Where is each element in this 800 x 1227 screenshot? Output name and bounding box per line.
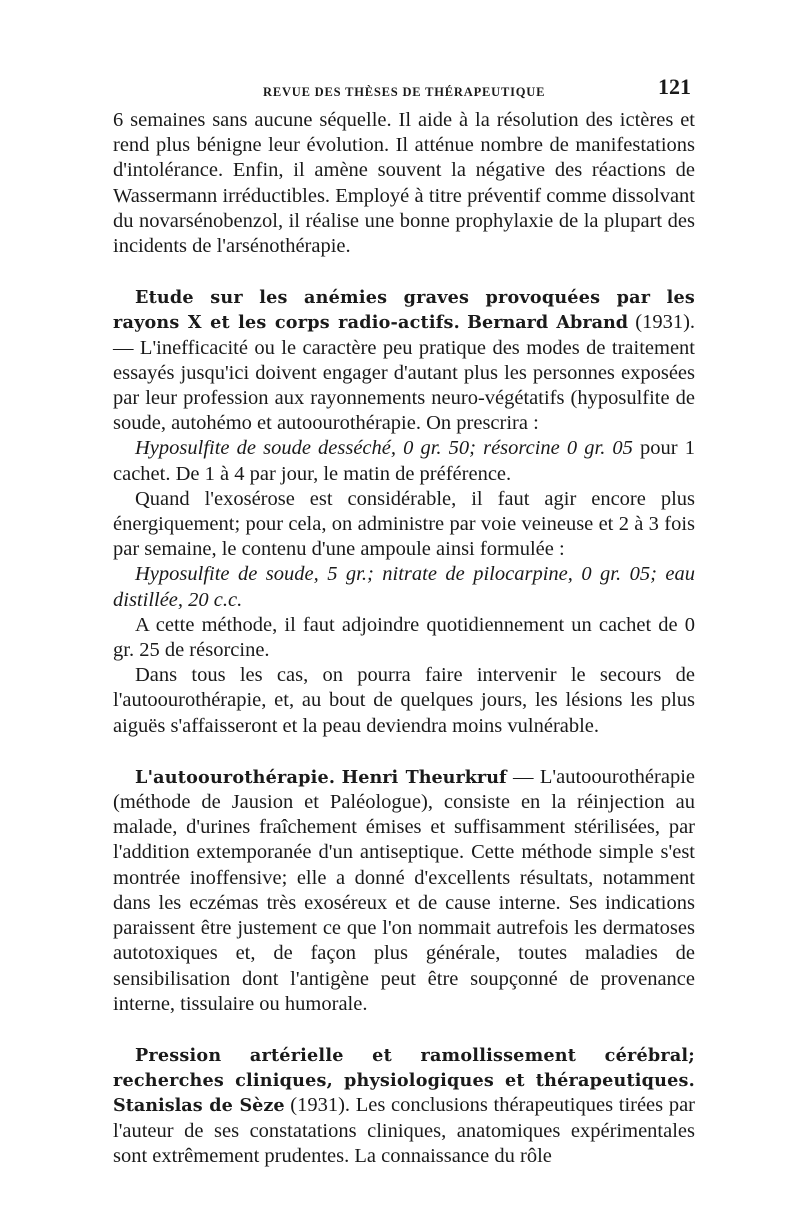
document-page xyxy=(113,70,695,1169)
intro-paragraph: 6 semaines sans aucune séquelle. Il aide à la résolution des ictères et rend plus bénigne leur évolution. Il atténue nombre de manifestations d'intolérance. Enfin, il amène souvent la négative des réactions de Wassermann irréductibles. Employé à titre préventif comme dissolvant du novarsénobenzol, il réalise une bonne prophylaxie de la plupart des incidents de l'arsénothérapie. xyxy=(113,109,695,258)
paragraph-exoserose: Quand l'exosérose est considérable, il faut agir encore plus énergiquement; pour cela, on administre par voie veineuse et 2 à 3 fois par semaine, le contenu d'une ampoule ainsi formulée : xyxy=(113,487,695,561)
section-author: Henri Theurkruf xyxy=(341,766,507,788)
page-header xyxy=(113,70,695,108)
section-autoourotherapie xyxy=(113,765,695,1017)
section-title: Pression artérielle et ramollissement cérébral; recherches cliniques, physiologiques et thérapeutiques. xyxy=(113,1044,695,1092)
page-number: 121 xyxy=(658,74,691,99)
prescription-formula: Hyposulfite de soude desséché, 0 gr. 50; résorcine 0 gr. 05 xyxy=(135,437,633,460)
section-anemies xyxy=(113,285,695,436)
prescription-1 xyxy=(113,436,695,486)
prescription-dosage: pour 1 cachet. De 1 à 4 par jour, le matin de préférence. xyxy=(113,437,695,485)
section-author: Stanislas de Sèze xyxy=(113,1095,285,1117)
section-author: Bernard Abrand xyxy=(467,312,629,334)
section-text: (1931). Les conclusions thérapeutiques tirées par l'auteur de ses constatations cliniques, anatomiques expérimentales sont extrêmement prudentes. La connaissance du rôle xyxy=(113,1094,696,1167)
paragraph-autoourotherapie-secours: Dans tous les cas, on pourra faire intervenir le secours de l'autoourothérapie, et, au bout de quelques jours, les lésions les plus aiguës s'affaisseront et la peau deviendra moins vulnérable. xyxy=(113,664,695,737)
section-text: — L'autoourothérapie (méthode de Jausion et Paléologue), consiste en la réinjection au malade, d'urines fraîchement émises et suffisamment stérilisées, par l'addition extemporanée d'un antiseptique. Cette méthode simple s'est montrée inoffensive; elle a donné d'excellents résultats, notamment dans les eczémas très exoséreux et de cause interne. Ses indications paraissent être justement ce que l'on nommait autrefois les dermatoses autotoxiques et, de façon plus générale, toutes maladies de sensibilisation dont l'antigène peut être soupçonné de provenance interne, tissulaire ou humorale. xyxy=(113,765,695,1015)
section-pression-arterielle xyxy=(113,1043,695,1169)
running-title: REVUE DES THÈSES DE THÉRAPEUTIQUE xyxy=(263,85,546,99)
prescription-2 xyxy=(113,562,695,612)
paragraph-resorcine: A cette méthode, il faut adjoindre quotidiennement un cachet de 0 gr. 25 de résorcine. xyxy=(113,613,695,662)
prescription-formula: Hyposulfite de soude, 5 gr.; nitrate de pilocarpine, 0 gr. 05; eau distillée, 20 c.c. xyxy=(113,563,695,611)
section-text: (1931). — L'inefficacité ou le caractère peu pratique des modes de traitement essayés jusqu'ici doivent engager d'autant plus les personnes exposées par leur profession aux rayonnements neuro-végétatifs (hyposulfite de soude, autohémo et autoourothérapie. On prescrira : xyxy=(113,311,696,435)
section-title: Etude sur les anémies graves provoquées par les rayons X et les corps radio-actifs. xyxy=(113,287,695,334)
section-title: L'autoourothérapie. xyxy=(135,766,336,788)
